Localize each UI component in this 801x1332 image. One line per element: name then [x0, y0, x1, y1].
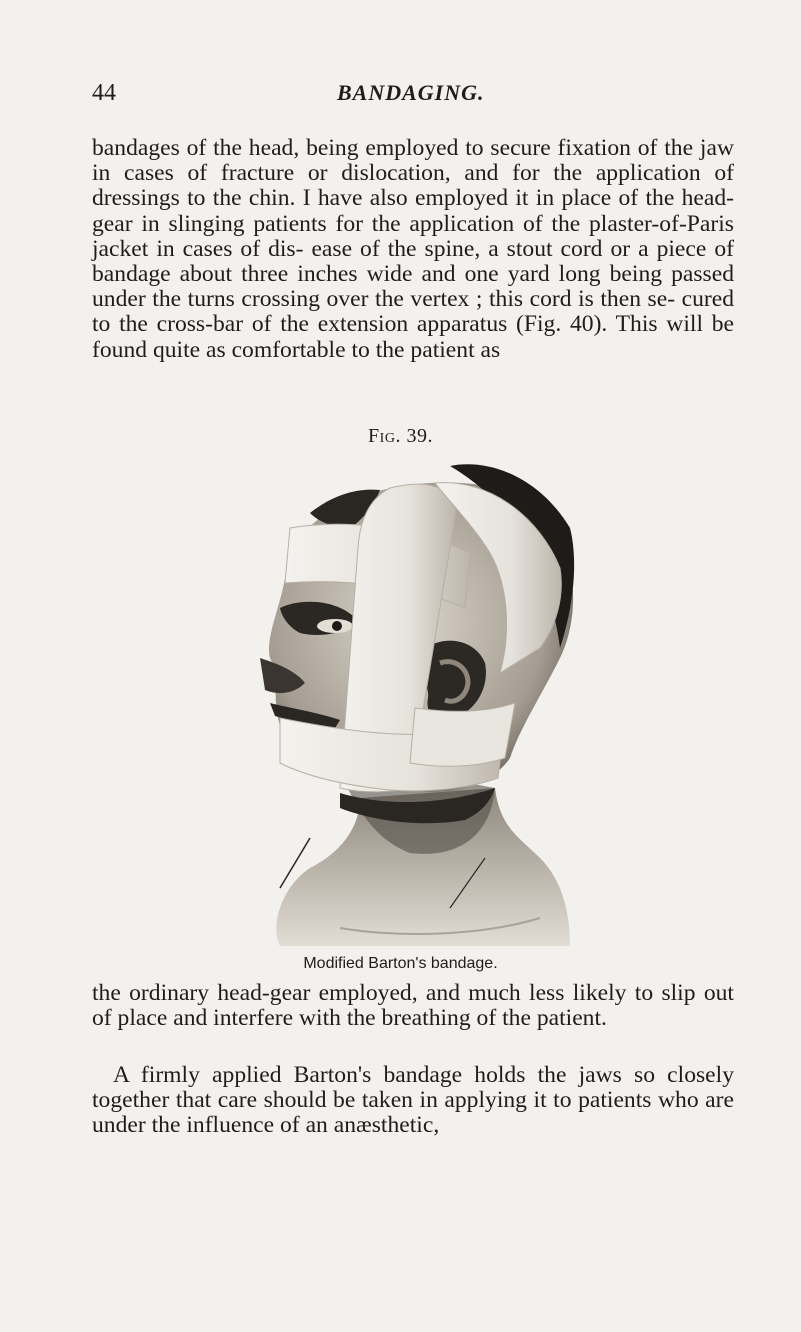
- body-paragraph-last: A firmly applied Barton's bandage holds the jaws so closely together that care should be taken in applying it to patients who are under the influence of an anæsthetic,: [92, 1062, 734, 1139]
- figure-illustration: [240, 458, 600, 946]
- page-number: 44: [92, 80, 116, 106]
- running-title: BANDAGING.: [337, 80, 485, 105]
- figure-caption: Modified Barton's bandage.: [303, 955, 498, 972]
- running-head: [92, 80, 732, 110]
- body-paragraph-top: bandages of the head, being employed to secure fixation of the jaw in cases of fracture or dislocation, and for the application of dressings to the chin. I have also employed it in place of the head-gear in slinging patients for the application of the plaster-of-Paris jacket in cases of dis- ease of the spine, a stout cord or a piece of bandage about three inches wide and one yard long being passed under the turns crossing over the vertex ; this cord is then se- cured to the cross-bar of the extension apparatus (Fig. 40). This will be found quite as comfortable to the patient as: [92, 135, 734, 363]
- bandaged-head-engraving: [240, 458, 600, 946]
- figure-label: Fig. 39.: [368, 425, 433, 447]
- body-paragraph-bottom: the ordinary head-gear employed, and much less likely to slip out of place and interfere with the breathing of the patient.: [92, 980, 734, 1032]
